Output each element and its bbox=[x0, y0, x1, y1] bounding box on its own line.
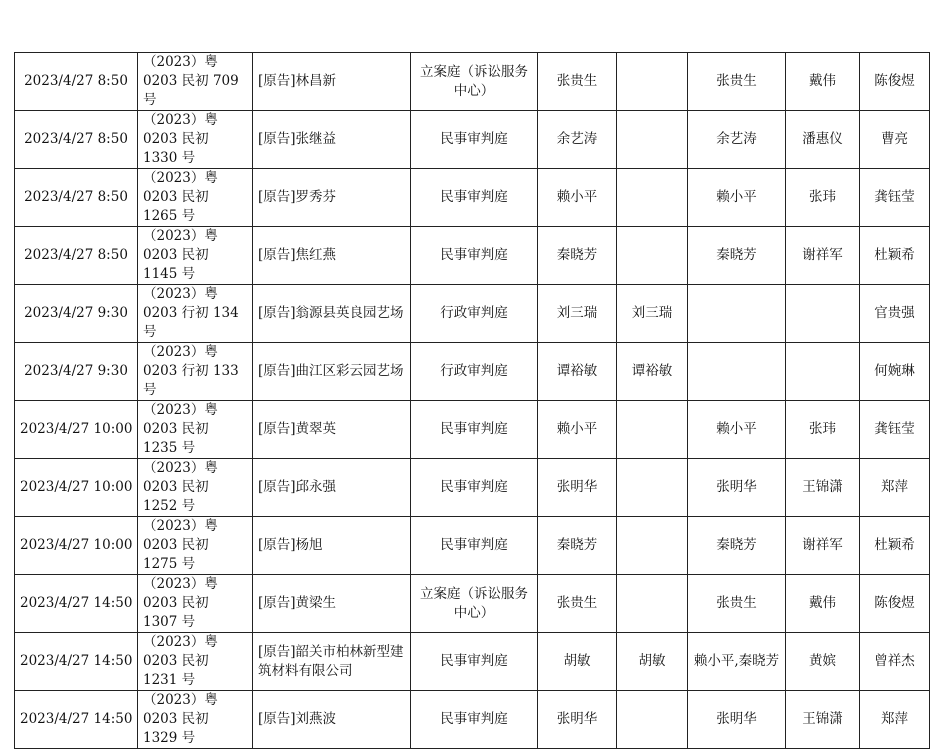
judge-cell: 赖小平 bbox=[538, 169, 617, 227]
case-number-cell: （2023）粤 0203 民初 709 号 bbox=[138, 53, 253, 111]
party-cell: [原告]刘燕波 bbox=[253, 691, 411, 749]
case-number-cell: （2023）粤 0203 民初 1329 号 bbox=[138, 691, 253, 749]
table-row bbox=[15, 401, 930, 459]
party-cell: [原告]罗秀芬 bbox=[253, 169, 411, 227]
presiding-judge-cell bbox=[617, 691, 688, 749]
judge-cell: 秦晓芳 bbox=[538, 517, 617, 575]
presiding-judge-cell bbox=[617, 401, 688, 459]
court-clerk-cell: 曾祥杰 bbox=[860, 633, 930, 691]
hearing-time-cell: 2023/4/27 8:50 bbox=[15, 111, 138, 169]
party-cell: [原告]黄翠英 bbox=[253, 401, 411, 459]
court-division-cell: 立案庭（诉讼服务中心） bbox=[411, 53, 538, 111]
party-cell: [原告]杨旭 bbox=[253, 517, 411, 575]
case-number-cell: （2023）粤 0203 民初 1231 号 bbox=[138, 633, 253, 691]
panel-members-cell: 赖小平,秦晓芳 bbox=[688, 633, 786, 691]
table-row bbox=[15, 111, 930, 169]
case-number-cell: （2023）粤 0203 民初 1330 号 bbox=[138, 111, 253, 169]
judge-assistant-cell: 谢祥军 bbox=[786, 227, 860, 285]
hearing-time-cell: 2023/4/27 10:00 bbox=[15, 517, 138, 575]
case-number-cell: （2023）粤 0203 民初 1275 号 bbox=[138, 517, 253, 575]
presiding-judge-cell bbox=[617, 169, 688, 227]
court-division-cell: 民事审判庭 bbox=[411, 633, 538, 691]
judge-assistant-cell: 谢祥军 bbox=[786, 517, 860, 575]
panel-members-cell: 秦晓芳 bbox=[688, 227, 786, 285]
case-number-cell: （2023）粤 0203 民初 1252 号 bbox=[138, 459, 253, 517]
hearing-time-cell: 2023/4/27 8:50 bbox=[15, 169, 138, 227]
panel-members-cell: 张贵生 bbox=[688, 53, 786, 111]
hearing-time-cell: 2023/4/27 10:00 bbox=[15, 459, 138, 517]
judge-assistant-cell: 潘惠仪 bbox=[786, 111, 860, 169]
judge-cell: 张明华 bbox=[538, 459, 617, 517]
presiding-judge-cell bbox=[617, 517, 688, 575]
case-number-cell: （2023）粤 0203 民初 1145 号 bbox=[138, 227, 253, 285]
hearing-time-cell: 2023/4/27 14:50 bbox=[15, 691, 138, 749]
judge-cell: 谭裕敏 bbox=[538, 343, 617, 401]
panel-members-cell: 余艺涛 bbox=[688, 111, 786, 169]
presiding-judge-cell bbox=[617, 111, 688, 169]
court-clerk-cell: 陈俊煜 bbox=[860, 53, 930, 111]
table-row bbox=[15, 575, 930, 633]
judge-assistant-cell: 戴伟 bbox=[786, 575, 860, 633]
presiding-judge-cell: 胡敏 bbox=[617, 633, 688, 691]
court-division-cell: 民事审判庭 bbox=[411, 517, 538, 575]
court-division-cell: 行政审判庭 bbox=[411, 285, 538, 343]
court-division-cell: 立案庭（诉讼服务中心） bbox=[411, 575, 538, 633]
hearing-time-cell: 2023/4/27 8:50 bbox=[15, 227, 138, 285]
court-clerk-cell: 杜颖希 bbox=[860, 227, 930, 285]
court-clerk-cell: 曹亮 bbox=[860, 111, 930, 169]
court-clerk-cell: 陈俊煜 bbox=[860, 575, 930, 633]
panel-members-cell: 张明华 bbox=[688, 459, 786, 517]
court-clerk-cell: 郑萍 bbox=[860, 459, 930, 517]
judge-assistant-cell: 王锦潇 bbox=[786, 691, 860, 749]
judge-assistant-cell: 张玮 bbox=[786, 169, 860, 227]
judge-assistant-cell: 戴伟 bbox=[786, 53, 860, 111]
hearing-schedule-table bbox=[14, 52, 930, 749]
table-row bbox=[15, 343, 930, 401]
case-number-cell: （2023）粤 0203 民初 1265 号 bbox=[138, 169, 253, 227]
case-number-cell: （2023）粤 0203 民初 1307 号 bbox=[138, 575, 253, 633]
party-cell: [原告]翁源县英良园艺场 bbox=[253, 285, 411, 343]
court-clerk-cell: 何婉琳 bbox=[860, 343, 930, 401]
court-clerk-cell: 龚钰莹 bbox=[860, 169, 930, 227]
table-row bbox=[15, 459, 930, 517]
party-cell: [原告]焦红燕 bbox=[253, 227, 411, 285]
hearing-time-cell: 2023/4/27 14:50 bbox=[15, 575, 138, 633]
panel-members-cell: 赖小平 bbox=[688, 169, 786, 227]
court-division-cell: 民事审判庭 bbox=[411, 227, 538, 285]
judge-cell: 余艺涛 bbox=[538, 111, 617, 169]
judge-assistant-cell bbox=[786, 285, 860, 343]
table-row bbox=[15, 227, 930, 285]
judge-assistant-cell: 黄嫔 bbox=[786, 633, 860, 691]
court-division-cell: 民事审判庭 bbox=[411, 111, 538, 169]
hearing-time-cell: 2023/4/27 9:30 bbox=[15, 285, 138, 343]
judge-cell: 刘三瑞 bbox=[538, 285, 617, 343]
court-division-cell: 民事审判庭 bbox=[411, 169, 538, 227]
table-row bbox=[15, 633, 930, 691]
judge-assistant-cell: 王锦潇 bbox=[786, 459, 860, 517]
judge-cell: 张贵生 bbox=[538, 575, 617, 633]
presiding-judge-cell: 谭裕敏 bbox=[617, 343, 688, 401]
presiding-judge-cell: 刘三瑞 bbox=[617, 285, 688, 343]
table-row bbox=[15, 285, 930, 343]
party-cell: [原告]林昌新 bbox=[253, 53, 411, 111]
presiding-judge-cell bbox=[617, 227, 688, 285]
court-clerk-cell: 龚钰莹 bbox=[860, 401, 930, 459]
party-cell: [原告]曲江区彩云园艺场 bbox=[253, 343, 411, 401]
court-clerk-cell: 郑萍 bbox=[860, 691, 930, 749]
party-cell: [原告]邱永强 bbox=[253, 459, 411, 517]
hearing-time-cell: 2023/4/27 8:50 bbox=[15, 53, 138, 111]
presiding-judge-cell bbox=[617, 575, 688, 633]
judge-cell: 赖小平 bbox=[538, 401, 617, 459]
presiding-judge-cell bbox=[617, 53, 688, 111]
party-cell: [原告]韶关市柏林新型建筑材料有限公司 bbox=[253, 633, 411, 691]
presiding-judge-cell bbox=[617, 459, 688, 517]
table-row bbox=[15, 169, 930, 227]
table-row bbox=[15, 53, 930, 111]
panel-members-cell: 张贵生 bbox=[688, 575, 786, 633]
judge-cell: 胡敏 bbox=[538, 633, 617, 691]
court-division-cell: 民事审判庭 bbox=[411, 459, 538, 517]
court-division-cell: 民事审判庭 bbox=[411, 691, 538, 749]
court-division-cell: 民事审判庭 bbox=[411, 401, 538, 459]
case-number-cell: （2023）粤 0203 民初 1235 号 bbox=[138, 401, 253, 459]
panel-members-cell: 赖小平 bbox=[688, 401, 786, 459]
party-cell: [原告]张继益 bbox=[253, 111, 411, 169]
court-division-cell: 行政审判庭 bbox=[411, 343, 538, 401]
panel-members-cell: 张明华 bbox=[688, 691, 786, 749]
judge-assistant-cell bbox=[786, 343, 860, 401]
table-row bbox=[15, 691, 930, 749]
panel-members-cell: 秦晓芳 bbox=[688, 517, 786, 575]
panel-members-cell bbox=[688, 343, 786, 401]
hearing-time-cell: 2023/4/27 10:00 bbox=[15, 401, 138, 459]
hearing-time-cell: 2023/4/27 14:50 bbox=[15, 633, 138, 691]
judge-cell: 秦晓芳 bbox=[538, 227, 617, 285]
panel-members-cell bbox=[688, 285, 786, 343]
court-clerk-cell: 杜颖希 bbox=[860, 517, 930, 575]
table-row bbox=[15, 517, 930, 575]
table-body bbox=[15, 53, 930, 749]
party-cell: [原告]黄梁生 bbox=[253, 575, 411, 633]
court-clerk-cell: 官贵强 bbox=[860, 285, 930, 343]
hearing-time-cell: 2023/4/27 9:30 bbox=[15, 343, 138, 401]
case-number-cell: （2023）粤 0203 行初 133 号 bbox=[138, 343, 253, 401]
judge-assistant-cell: 张玮 bbox=[786, 401, 860, 459]
judge-cell: 张贵生 bbox=[538, 53, 617, 111]
judge-cell: 张明华 bbox=[538, 691, 617, 749]
case-number-cell: （2023）粤 0203 行初 134 号 bbox=[138, 285, 253, 343]
